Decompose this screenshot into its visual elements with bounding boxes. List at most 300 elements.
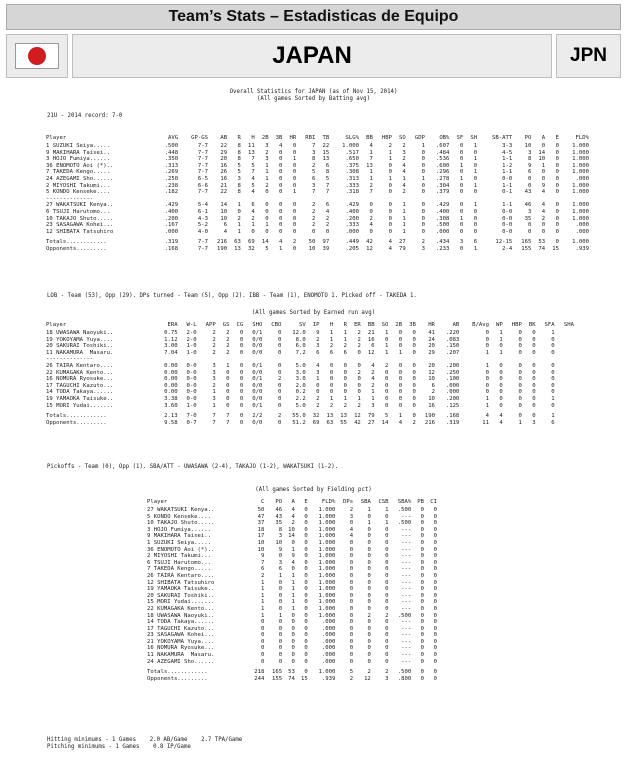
stat-cell: 1.000 bbox=[318, 533, 336, 540]
totals-row bbox=[45, 239, 590, 246]
stat-cell: 0 bbox=[278, 625, 283, 632]
stat-cell: 0 bbox=[279, 156, 283, 163]
stat-cell: 0 bbox=[304, 553, 308, 560]
stat-cell: 0 bbox=[367, 546, 371, 553]
stat-cell: SBA bbox=[360, 498, 371, 505]
stat-cell: 0 bbox=[420, 658, 425, 665]
stat-cell: --- bbox=[401, 619, 412, 626]
stat-cell: 0 bbox=[349, 658, 354, 665]
stat-cell: 0 bbox=[398, 369, 403, 376]
report-subtitle: (All games Sorted by Batting avg) bbox=[257, 96, 370, 102]
stat-cell: 216 bbox=[216, 239, 228, 246]
stat-cell: .000 bbox=[575, 175, 589, 182]
stat-cell: 1 bbox=[551, 413, 555, 420]
stat-cell: 0 bbox=[412, 362, 416, 369]
stat-cell: 0 bbox=[343, 369, 348, 376]
stat-cell: 1 bbox=[473, 182, 478, 189]
stat-cell: 0 bbox=[304, 638, 308, 645]
stat-cell: 0 bbox=[388, 208, 392, 215]
stat-cell: 10 bbox=[220, 208, 228, 215]
stat-cell: .939 bbox=[321, 675, 336, 682]
stat-cell: 4 bbox=[371, 376, 375, 383]
stat-cell: 7 bbox=[212, 419, 216, 426]
stat-cell: 0.00 bbox=[164, 369, 178, 376]
player-cell: 22 KUMAGAKA Kento... bbox=[46, 369, 114, 376]
stat-cell: 0 bbox=[304, 513, 308, 520]
stat-cell: 0 bbox=[499, 376, 503, 383]
player-cell: 23 SASAGAWA Kohei... bbox=[147, 632, 215, 639]
stat-cell: PO bbox=[275, 498, 283, 505]
stat-cell: 0 bbox=[459, 245, 464, 252]
stat-cell: 244 bbox=[254, 675, 265, 682]
stat-cell: 0 bbox=[357, 382, 361, 389]
stat-cell: 3-3 bbox=[502, 143, 513, 149]
stat-cell: 8 bbox=[237, 156, 241, 163]
stat-cell: 0 bbox=[421, 156, 425, 163]
stat-cell: 2 bbox=[212, 349, 216, 356]
stat-cell: 0 bbox=[279, 228, 283, 235]
stat-cell: 2 bbox=[312, 222, 316, 229]
stat-cell: 0 bbox=[385, 658, 389, 665]
stat-cell: SHO bbox=[252, 321, 263, 328]
stat-cell: 0 bbox=[279, 189, 283, 196]
stat-cell: 0.00 bbox=[164, 382, 178, 389]
stat-cell: 0 bbox=[343, 362, 348, 369]
stat-cell: 0 bbox=[278, 553, 283, 560]
stat-cell: 0 bbox=[420, 652, 425, 659]
stat-cell: 0 bbox=[398, 395, 403, 402]
stat-cell: 1 bbox=[473, 143, 478, 149]
stat-cell: 0 bbox=[532, 349, 536, 356]
table-row bbox=[45, 150, 590, 157]
stat-cell: --- bbox=[401, 645, 412, 652]
stat-cell: 0 bbox=[551, 402, 555, 409]
table-row bbox=[45, 370, 575, 377]
stat-cell: 32 bbox=[248, 245, 255, 252]
stat-cell: 2.2 bbox=[295, 395, 306, 402]
stat-cell: 1 bbox=[369, 149, 373, 156]
stat-cell: 1 bbox=[367, 507, 371, 513]
stat-cell: 7.2 bbox=[295, 349, 306, 356]
stat-cell: 32 bbox=[312, 413, 320, 420]
player-cell: 16 NOMURA Ryosuke... bbox=[147, 645, 215, 652]
stat-cell: 0 bbox=[349, 612, 354, 619]
player-cell: 15 MORI Yudai....... bbox=[46, 402, 114, 409]
stat-cell: 74 bbox=[288, 675, 295, 682]
stat-cell: 0 bbox=[292, 208, 297, 215]
stat-cell: .500 bbox=[397, 520, 412, 527]
stat-cell: 1 bbox=[343, 395, 348, 402]
stat-cell: .250 bbox=[164, 175, 179, 182]
table-row bbox=[146, 645, 438, 652]
stat-cell: 0 bbox=[265, 208, 269, 215]
stat-cell: 0 bbox=[551, 349, 555, 356]
stat-cell: 0 bbox=[278, 619, 283, 626]
stat-cell: 0 bbox=[433, 669, 437, 676]
stat-cell: 0 bbox=[532, 362, 536, 369]
stat-cell: 2 bbox=[349, 507, 354, 513]
stat-cell: 1.000 bbox=[572, 208, 589, 215]
stat-cell: 4 bbox=[499, 419, 503, 426]
stat-cell: 74 bbox=[538, 245, 546, 252]
stat-cell: FLD% bbox=[321, 498, 336, 505]
stat-cell: 4 bbox=[369, 143, 373, 149]
stat-cell: 0 bbox=[357, 389, 361, 396]
table-row bbox=[146, 573, 438, 580]
stat-cell: 0 bbox=[367, 566, 371, 573]
stat-cell: 1 bbox=[265, 162, 269, 169]
stat-cell: 1 bbox=[485, 362, 489, 369]
stat-cell: .000 bbox=[575, 228, 589, 235]
stat-cell: 0 bbox=[412, 382, 416, 389]
table-row bbox=[45, 337, 575, 344]
stat-cell: CG bbox=[236, 321, 244, 328]
stat-cell: 0 bbox=[239, 362, 244, 369]
stat-cell: 1 bbox=[551, 330, 555, 336]
player-cell: Opponents......... bbox=[46, 419, 107, 426]
stat-cell: 1 bbox=[369, 169, 373, 176]
stat-cell: 0 bbox=[532, 395, 536, 402]
stat-cell: 0 bbox=[349, 625, 354, 632]
stat-cell: PO bbox=[524, 134, 532, 141]
stat-cell: 0-0 bbox=[502, 228, 513, 235]
stat-cell: 2-0 bbox=[186, 336, 197, 343]
stat-cell: 0 bbox=[433, 513, 437, 520]
player-cell: 26 TAIRA Kentaro.... bbox=[46, 362, 114, 369]
stat-cell: 46 bbox=[275, 507, 283, 513]
stat-cell: 0 bbox=[261, 652, 265, 659]
stat-cell: 1 bbox=[402, 228, 406, 235]
stat-cell: 0 bbox=[412, 389, 416, 396]
stat-cell: 0 bbox=[367, 553, 371, 560]
stat-cell: 0 bbox=[304, 652, 308, 659]
stat-cell: 0 bbox=[473, 208, 478, 215]
stat-cell: HBP bbox=[511, 321, 522, 328]
stat-cell: 1 bbox=[518, 419, 522, 426]
stat-cell: 0 bbox=[433, 658, 437, 665]
stat-cell: 42 bbox=[366, 239, 373, 246]
stat-cell: 2 bbox=[388, 143, 392, 149]
stat-cell: 6 bbox=[325, 202, 330, 209]
stat-cell: 0 bbox=[384, 369, 389, 376]
stat-cell: 0 bbox=[433, 539, 437, 546]
stat-cell: 0 bbox=[369, 228, 373, 235]
stat-cell: 0 bbox=[421, 208, 425, 215]
stat-cell: TB bbox=[322, 134, 330, 141]
stat-cell: 165 bbox=[521, 239, 532, 246]
stat-cell: 2 bbox=[226, 349, 230, 356]
stat-cell: 0 bbox=[349, 592, 354, 599]
stat-cell: 0 bbox=[349, 520, 354, 527]
stat-cell: 0 bbox=[555, 149, 559, 156]
stat-cell: 0 bbox=[291, 658, 295, 665]
stat-cell: 8 bbox=[325, 169, 330, 176]
stat-cell: 0 bbox=[385, 625, 389, 632]
stat-cell: 1.000 bbox=[318, 507, 336, 513]
stat-cell: W-L bbox=[186, 321, 197, 328]
stat-cell: 1.000 bbox=[318, 599, 336, 606]
japan-flag-icon bbox=[15, 43, 59, 69]
stat-cell: 0 bbox=[385, 566, 389, 573]
stat-cell: 0 bbox=[304, 579, 308, 586]
stat-cell: 3 bbox=[212, 395, 216, 402]
stat-cell: 0 bbox=[278, 382, 282, 389]
stat-cell: 0 bbox=[527, 175, 532, 182]
stat-cell: 2 bbox=[402, 143, 406, 149]
stat-cell: 0.00 bbox=[164, 362, 178, 369]
player-cell: 17 TAGUCHI Kazuto... bbox=[46, 382, 114, 389]
player-cell: Totals............ bbox=[46, 413, 107, 420]
stat-cell: 2 bbox=[325, 215, 330, 222]
stat-cell: 0-0 bbox=[186, 362, 197, 369]
stat-cell: 0 bbox=[398, 382, 403, 389]
stat-cell: 9 bbox=[261, 553, 265, 560]
stat-cell: 3 bbox=[212, 376, 216, 383]
stat-cell: --- bbox=[401, 579, 412, 586]
stat-cell: 1 bbox=[343, 330, 348, 336]
stat-cell: 2 bbox=[312, 162, 316, 169]
stat-cell: 0 bbox=[357, 349, 361, 356]
stat-cell: --- bbox=[401, 526, 412, 533]
stat-cell: .400 bbox=[435, 208, 450, 215]
stat-cell: 1 bbox=[499, 336, 503, 343]
stat-cell: 12-15 bbox=[495, 239, 513, 246]
stat-cell: .304 bbox=[435, 182, 450, 189]
player-cell: 12 SHIBATA Tatsuhiro bbox=[46, 228, 114, 235]
stat-cell: 50 bbox=[308, 239, 316, 246]
player-cell: 12 SHIBATA Tatsuhiro bbox=[147, 579, 215, 586]
stat-cell: 0 bbox=[420, 579, 425, 586]
stat-cell: 2 bbox=[212, 336, 216, 343]
stat-cell: 0 bbox=[532, 413, 536, 420]
stat-cell: 42 bbox=[354, 419, 361, 426]
stat-cell: .500 bbox=[397, 669, 412, 676]
stat-cell: 4 bbox=[371, 362, 375, 369]
stat-cell: 2 bbox=[402, 156, 406, 163]
stat-cell: .333 bbox=[345, 182, 359, 189]
table-row bbox=[45, 222, 590, 229]
stat-cell: 1.000 bbox=[318, 553, 336, 560]
stat-cell: 1.000 bbox=[318, 566, 336, 573]
table-row bbox=[45, 343, 575, 350]
stat-cell: 15 bbox=[552, 245, 559, 252]
stat-cell: 10 bbox=[524, 143, 532, 149]
stat-cell: .429 bbox=[435, 202, 450, 209]
stat-cell: 6 bbox=[251, 202, 255, 209]
stat-cell: .500 bbox=[397, 507, 412, 513]
stat-cell: 1-1 bbox=[502, 202, 513, 209]
stat-cell: 0 bbox=[304, 619, 308, 626]
stat-cell: 2 bbox=[369, 215, 373, 222]
stat-cell: .238 bbox=[164, 182, 179, 189]
table-row bbox=[45, 183, 590, 190]
stat-cell: 0 bbox=[304, 566, 308, 573]
table-row bbox=[45, 143, 590, 150]
stat-cell: 0-0 bbox=[186, 382, 197, 389]
stat-cell: 4 bbox=[499, 413, 503, 420]
stat-cell: 3 bbox=[265, 156, 269, 163]
stat-cell: 0 bbox=[304, 559, 308, 566]
stat-cell: .233 bbox=[435, 245, 450, 252]
stat-cell: 4 bbox=[349, 533, 354, 540]
stat-cell: 4-5 bbox=[502, 149, 513, 156]
stat-cell: 1 bbox=[367, 520, 371, 527]
stat-cell: 1 bbox=[473, 156, 478, 163]
stat-cell: 0.2 bbox=[295, 389, 306, 396]
player-cell: 17 TAGUCHI Kazuto... bbox=[147, 625, 215, 632]
stat-cell: 0 bbox=[349, 619, 354, 626]
pitching-minimums: Pitching minimums - 1 Games 0.8 IP/Game bbox=[47, 744, 191, 750]
stat-cell: 0 bbox=[388, 222, 392, 229]
stat-cell: 1-0 bbox=[186, 349, 197, 356]
stat-cell: 0 bbox=[420, 526, 425, 533]
stat-cell: 3 bbox=[527, 208, 532, 215]
stat-cell: 0 bbox=[304, 625, 308, 632]
stat-cell: 14 bbox=[261, 239, 269, 246]
stat-cell: 0 bbox=[291, 566, 295, 573]
stat-cell: 26 bbox=[220, 169, 228, 176]
stat-cell: 0 bbox=[420, 507, 425, 513]
stat-cell: 0 bbox=[343, 389, 348, 396]
stat-cell: 3 bbox=[421, 245, 425, 252]
stat-cell: 0 bbox=[420, 619, 425, 626]
stat-cell: 7 bbox=[251, 169, 255, 176]
stat-cell: 2 bbox=[329, 402, 334, 409]
stat-cell: 155 bbox=[521, 245, 532, 252]
stat-cell: 0 bbox=[278, 579, 283, 586]
stat-cell: 0 bbox=[357, 362, 361, 369]
stat-cell: --- bbox=[401, 586, 412, 593]
stat-cell: 0 bbox=[278, 395, 282, 402]
stat-cell: 1 bbox=[212, 389, 216, 396]
stat-cell: 0 bbox=[292, 175, 297, 182]
stat-cell: 0 bbox=[412, 336, 416, 343]
stat-cell: 1 bbox=[473, 245, 478, 252]
stat-cell: 1 bbox=[329, 330, 334, 336]
stat-cell: AB bbox=[452, 321, 460, 328]
stat-cell: 27 bbox=[367, 419, 375, 426]
stat-cell: 0 bbox=[518, 413, 522, 420]
stat-cell: .434 bbox=[435, 239, 450, 246]
stat-cell: BK bbox=[528, 321, 536, 328]
stat-cell: 15 bbox=[300, 675, 308, 682]
stat-cell: 0 bbox=[369, 202, 373, 209]
stat-cell: 2 bbox=[265, 182, 269, 189]
stat-cell: APP bbox=[205, 321, 216, 328]
stat-cell: 0 bbox=[433, 612, 437, 619]
stat-cell: 0 bbox=[420, 638, 425, 645]
stat-cell: 1.000 bbox=[318, 586, 336, 593]
stat-cell: 0 bbox=[384, 382, 389, 389]
stat-cell: .308 bbox=[435, 215, 450, 222]
stat-cell: 20 bbox=[428, 362, 435, 369]
stat-cell: 3 bbox=[316, 369, 320, 376]
stat-cell: 4 bbox=[388, 245, 392, 252]
stat-cell: 12 bbox=[354, 413, 361, 420]
stat-cell: SHA bbox=[563, 321, 574, 328]
player-cell: 19 YAMAOKA Taisuke.. bbox=[46, 395, 114, 402]
stat-cell: 0 bbox=[279, 222, 283, 229]
stat-cell: 0 bbox=[239, 330, 244, 336]
stat-cell: 0 bbox=[291, 619, 295, 626]
stat-cell: 7-7 bbox=[197, 162, 208, 169]
stat-cell: 0 bbox=[329, 369, 334, 376]
stat-cell: 1 bbox=[265, 222, 269, 229]
stat-cell: 0 bbox=[349, 632, 354, 639]
stat-cell: 1-0 bbox=[186, 343, 197, 350]
stat-cell: .350 bbox=[164, 156, 179, 163]
stat-cell: 0 bbox=[385, 599, 389, 606]
stat-cell: .000 bbox=[321, 652, 336, 659]
stat-cell: 8 bbox=[527, 156, 532, 163]
stat-cell: 2 bbox=[367, 612, 371, 619]
player-cell: 14 TODA Takaya...... bbox=[46, 389, 114, 396]
stat-cell: 2 bbox=[357, 330, 361, 336]
stat-cell: 0 bbox=[412, 349, 416, 356]
stat-cell: 14 bbox=[381, 419, 389, 426]
stat-cell: .000 bbox=[321, 625, 336, 632]
stat-cell: .308 bbox=[345, 169, 359, 176]
stat-cell: 1 bbox=[291, 579, 295, 586]
stat-cell: 0 bbox=[433, 533, 437, 540]
stat-cell: 1 bbox=[278, 612, 283, 619]
stat-cell: 69 bbox=[248, 239, 255, 246]
stat-cell: 1 bbox=[279, 245, 283, 252]
stat-cell: HR bbox=[428, 321, 435, 328]
stat-cell: 0 bbox=[459, 189, 464, 196]
stat-cell: 2 bbox=[316, 336, 320, 343]
stat-cell: 0 bbox=[433, 553, 437, 560]
stat-cell: 0 bbox=[278, 349, 282, 356]
stat-cell: 3 bbox=[212, 362, 216, 369]
stat-cell: 2 bbox=[385, 612, 389, 619]
stat-cell: 1 bbox=[261, 599, 265, 606]
stat-cell: 0 bbox=[329, 389, 334, 396]
stat-cell: 1 bbox=[292, 189, 297, 196]
stat-cell: A bbox=[541, 134, 546, 141]
player-cell: Opponents......... bbox=[147, 675, 208, 682]
stat-cell: 12.0 bbox=[292, 330, 306, 336]
stat-cell: 13 bbox=[322, 156, 330, 163]
stat-cell: 0 bbox=[555, 182, 559, 189]
stat-cell: 5 bbox=[237, 169, 241, 176]
player-cell: Totals............ bbox=[46, 239, 107, 246]
stat-cell: 0 bbox=[278, 638, 283, 645]
stat-cell: 0 bbox=[343, 376, 348, 383]
player-cell: 24 AZEGAMI Sho...... bbox=[147, 658, 215, 665]
stat-cell: .319 bbox=[164, 239, 179, 246]
stat-cell: 0 bbox=[421, 149, 425, 156]
stat-cell: 5 bbox=[265, 245, 269, 252]
stat-cell: 7 bbox=[261, 559, 265, 566]
stat-cell: 18 bbox=[257, 526, 265, 533]
table-row bbox=[45, 163, 590, 170]
stat-cell: H bbox=[329, 321, 334, 328]
stat-cell: 0 bbox=[499, 402, 503, 409]
stat-cell: 1 bbox=[473, 202, 478, 209]
stat-cell: 0 bbox=[367, 539, 371, 546]
stat-cell: .313 bbox=[345, 175, 359, 182]
stat-cell: 10 bbox=[308, 245, 316, 252]
stat-cell: 10 bbox=[220, 215, 228, 222]
stat-cell: 0 bbox=[304, 605, 308, 612]
stat-cell: 1 bbox=[343, 336, 348, 343]
stat-cell: 0 bbox=[304, 645, 308, 652]
page-title: Team’s Stats – Estadisticas de Equipo bbox=[6, 4, 621, 30]
stat-cell: 2 bbox=[237, 215, 241, 222]
stat-cell: CSB bbox=[378, 498, 389, 505]
stat-cell: 0 bbox=[433, 586, 437, 593]
